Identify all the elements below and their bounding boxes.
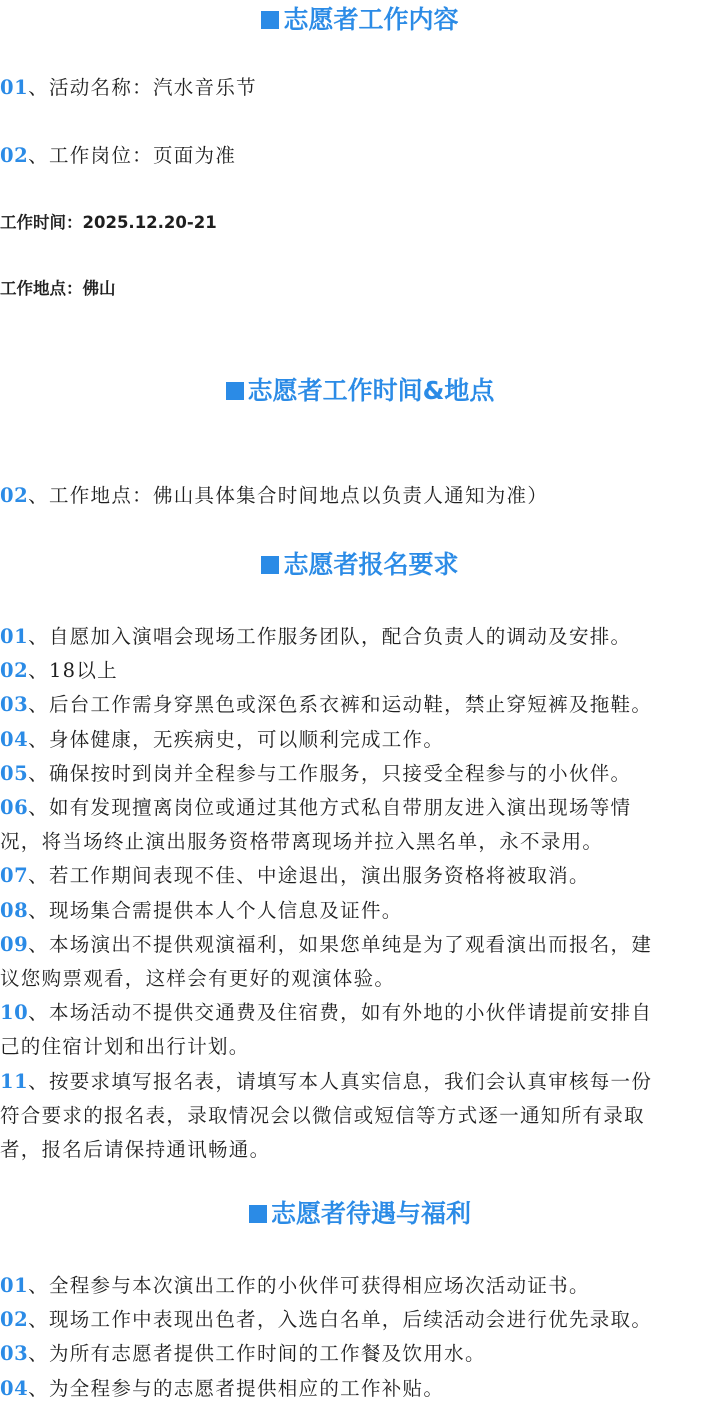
item-number: 01 xyxy=(0,625,29,648)
item-text: 、现场工作中表现出色者，入选白名单，后续活动会进行优先录取。 xyxy=(28,1308,653,1332)
item-number: 02 xyxy=(0,659,29,683)
item-number: 07 xyxy=(0,864,29,888)
item-number: 04 xyxy=(0,727,29,751)
requirement-line xyxy=(0,1133,720,1167)
item-number: 06 xyxy=(0,796,29,820)
section-heading-content xyxy=(0,4,720,36)
item-number: 11 xyxy=(0,1069,29,1093)
requirement-line xyxy=(0,757,720,791)
content-item xyxy=(0,139,720,173)
item-number: 01 xyxy=(0,76,29,99)
item-text: 、为全程参与的志愿者提供相应的工作补贴。 xyxy=(28,1376,445,1400)
requirement-line xyxy=(0,791,720,825)
heading-text: 志愿者工作时间&地点 xyxy=(247,376,495,405)
item-text: 、按要求填写报名表，请填写本人真实信息，我们会认真审核每一份 xyxy=(28,1069,653,1093)
item-text: 者，报名后请保持通讯畅通。 xyxy=(0,1138,271,1162)
time-place-item xyxy=(0,479,720,513)
benefits-list xyxy=(0,1269,720,1406)
requirements-list xyxy=(0,620,720,1167)
section-heading-requirements xyxy=(0,549,720,581)
heading-text: 志愿者待遇与福利 xyxy=(270,1199,471,1228)
square-bullet-icon xyxy=(261,556,279,574)
requirement-line xyxy=(0,825,720,859)
item-number: 04 xyxy=(0,1376,29,1400)
item-text: 、若工作期间表现不佳、中途退出，演出服务资格将被取消。 xyxy=(28,864,590,888)
work-time: 工作时间：2025.12.20-21 xyxy=(0,213,217,232)
item-number: 09 xyxy=(0,932,29,956)
requirement-line xyxy=(0,654,720,688)
requirement-line xyxy=(0,996,720,1030)
requirement-line xyxy=(0,688,720,722)
square-bullet-icon xyxy=(261,11,279,29)
item-text: 、全程参与本次演出工作的小伙伴可获得相应场次活动证书。 xyxy=(28,1274,590,1297)
item-text: 、确保按时到岗并全程参与工作服务，只接受全程参与的小伙伴。 xyxy=(28,761,632,785)
item-text: 、如有发现擅离岗位或通过其他方式私自带朋友进入演出现场等情 xyxy=(28,796,632,820)
item-number: 03 xyxy=(0,1342,29,1366)
requirement-line xyxy=(0,962,720,996)
benefit-line xyxy=(0,1303,720,1337)
item-text: 、现场集合需提供本人个人信息及证件。 xyxy=(28,898,403,922)
benefit-line xyxy=(0,1269,720,1303)
work-place: 工作地点：佛山 xyxy=(0,279,116,298)
item-text: 、本场演出不提供观演福利，如果您单纯是为了观看演出而报名，建 xyxy=(28,932,653,956)
item-text: 、18以上 xyxy=(28,659,118,683)
item-number: 01 xyxy=(0,1274,29,1297)
requirement-line xyxy=(0,1065,720,1099)
item-text: 议您购票观看，这样会有更好的观演体验。 xyxy=(0,967,396,991)
section-heading-benefits xyxy=(0,1198,720,1230)
requirement-line xyxy=(0,1030,720,1064)
content-item xyxy=(0,71,720,105)
item-number: 10 xyxy=(0,1001,29,1025)
item-text: 符合要求的报名表，录取情况会以微信或短信等方式逐一通知所有录取 xyxy=(0,1103,645,1127)
benefit-line xyxy=(0,1337,720,1371)
item-text: 、本场活动不提供交通费及住宿费，如有外地的小伙伴请提前安排自 xyxy=(28,1001,653,1025)
item-text: 、身体健康，无疾病史，可以顺利完成工作。 xyxy=(28,727,445,751)
item-text: 、活动名称：汽水音乐节 xyxy=(28,76,257,99)
square-bullet-icon xyxy=(226,382,244,400)
item-text: 、工作地点：佛山具体集合时间地点以负责人通知为准） xyxy=(28,484,549,507)
heading-text: 志愿者工作内容 xyxy=(283,5,459,34)
item-number: 02 xyxy=(0,484,29,507)
item-number: 03 xyxy=(0,693,29,717)
item-number: 02 xyxy=(0,144,29,167)
item-number: 08 xyxy=(0,898,29,922)
requirement-line xyxy=(0,894,720,928)
item-text: 、后台工作需身穿黑色或深色系衣裤和运动鞋，禁止穿短裤及拖鞋。 xyxy=(28,693,653,717)
requirement-line xyxy=(0,859,720,893)
benefit-line xyxy=(0,1372,720,1406)
requirement-line xyxy=(0,620,720,654)
section-heading-time-place xyxy=(0,375,720,407)
requirement-line xyxy=(0,928,720,962)
square-bullet-icon xyxy=(249,1205,267,1223)
item-text: 、工作岗位：页面为准 xyxy=(28,144,237,167)
requirement-line xyxy=(0,1099,720,1133)
requirement-line xyxy=(0,723,720,757)
item-text: 己的住宿计划和出行计划。 xyxy=(0,1035,250,1059)
item-number: 02 xyxy=(0,1308,29,1332)
item-text: 、为所有志愿者提供工作时间的工作餐及饮用水。 xyxy=(28,1342,486,1366)
item-number: 05 xyxy=(0,761,29,785)
heading-text: 志愿者报名要求 xyxy=(283,550,459,579)
item-text: 、自愿加入演唱会现场工作服务团队，配合负责人的调动及安排。 xyxy=(28,625,632,648)
item-text: 况，将当场终止演出服务资格带离现场并拉入黑名单，永不录用。 xyxy=(0,830,604,854)
